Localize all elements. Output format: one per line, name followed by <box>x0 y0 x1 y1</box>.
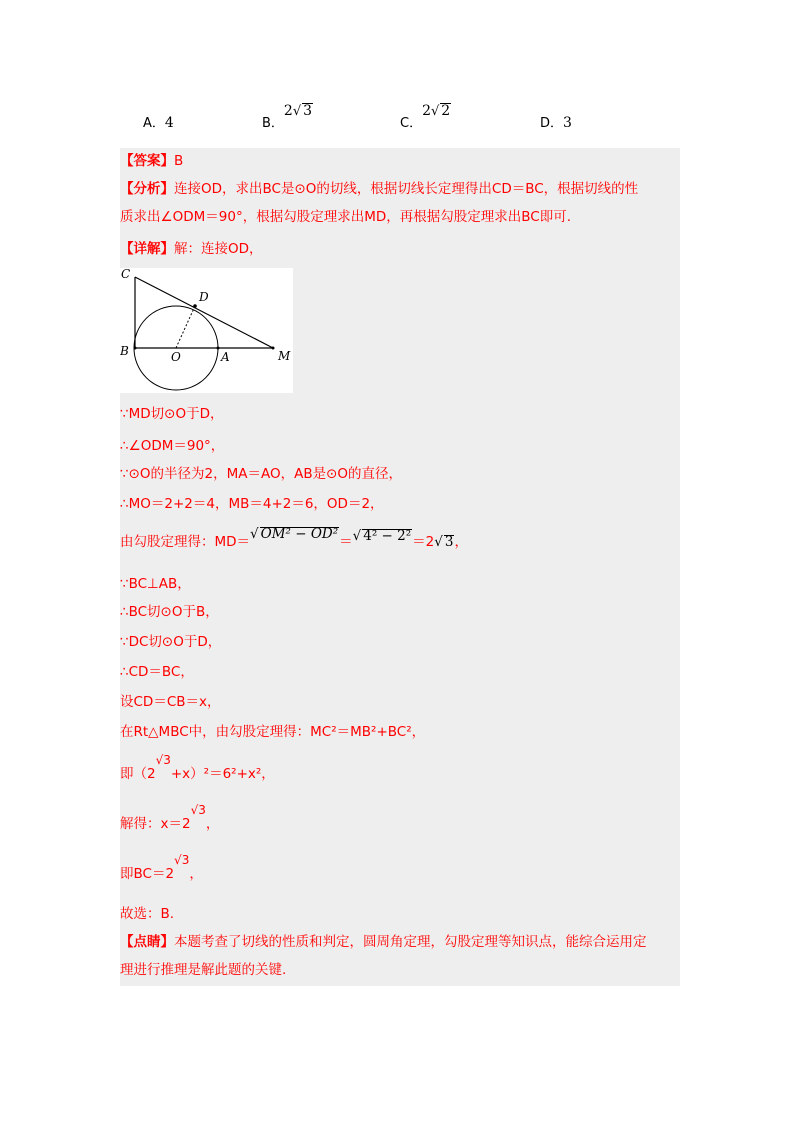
step-6: ∵BC⊥AB， <box>120 576 191 592</box>
step-13: 解得：x＝2√3， <box>120 803 220 832</box>
step-1: ∵MD切⊙O于D， <box>120 406 224 422</box>
analysis-line-1: 【分析】连接OD，求出BC是⊙O的切线，根据切线长定理得出CD＝BC，根据切线的性 <box>120 181 639 197</box>
step-11: 在Rt△MBC中，由勾股定理得：MC²＝MB²+BC²， <box>120 724 426 740</box>
answer-options <box>0 100 800 140</box>
step-2: ∴∠ODM＝90°， <box>120 438 225 454</box>
segment-od <box>176 306 195 348</box>
step-8: ∵DC切⊙O于D， <box>120 634 222 650</box>
geometry-diagram <box>120 268 293 393</box>
circle-tangent-figure <box>120 268 293 393</box>
segment-cm <box>135 277 273 348</box>
step-3: ∵⊙O的半径为2，MA＝AO，AB是⊙O的直径， <box>120 466 403 482</box>
label-m: M <box>278 349 291 363</box>
label-d: D <box>199 290 209 304</box>
comment-line-2: 理进行推理是解此题的关键. <box>120 962 287 978</box>
option-a: A．4 <box>143 115 174 131</box>
analysis-line-2: 质求出∠ODM＝90°，根据勾股定理求出MD，再根据勾股定理求出BC即可. <box>120 209 571 225</box>
answer-line: 【答案】B <box>120 153 184 169</box>
step-5: 由勾股定理得：MD＝√ OM² − OD²＝√ 4² − 2²＝2√ 3， <box>120 526 468 550</box>
option-b: B．2√ 3 <box>262 103 313 131</box>
step-7: ∴BC切⊙O于B， <box>120 604 219 620</box>
label-o: O <box>171 350 181 364</box>
step-15: 故选：B. <box>120 906 175 922</box>
step-9: ∴CD＝BC， <box>120 664 194 680</box>
solution-panel <box>120 148 680 986</box>
label-b: B <box>120 344 129 358</box>
label-a: A <box>221 350 230 364</box>
step-10: 设CD＝CB＝x， <box>120 694 221 710</box>
step-12: 即（2√3+x）²＝6²+x²， <box>120 753 275 782</box>
step-14: 即BC＝2√3， <box>120 853 203 882</box>
option-c: C．2√ 2 <box>400 103 451 131</box>
option-d: D．3 <box>540 115 572 131</box>
label-c: C <box>121 268 131 281</box>
step-4: ∴MO＝2+2＝4，MB＝4+2＝6，OD＝2， <box>120 496 384 512</box>
comment-line-1: 【点睛】本题考查了切线的性质和判定，圆周角定理，勾股定理等知识点，能综合运用定 <box>120 934 647 950</box>
detail-line: 【详解】解：连接OD， <box>120 241 263 257</box>
